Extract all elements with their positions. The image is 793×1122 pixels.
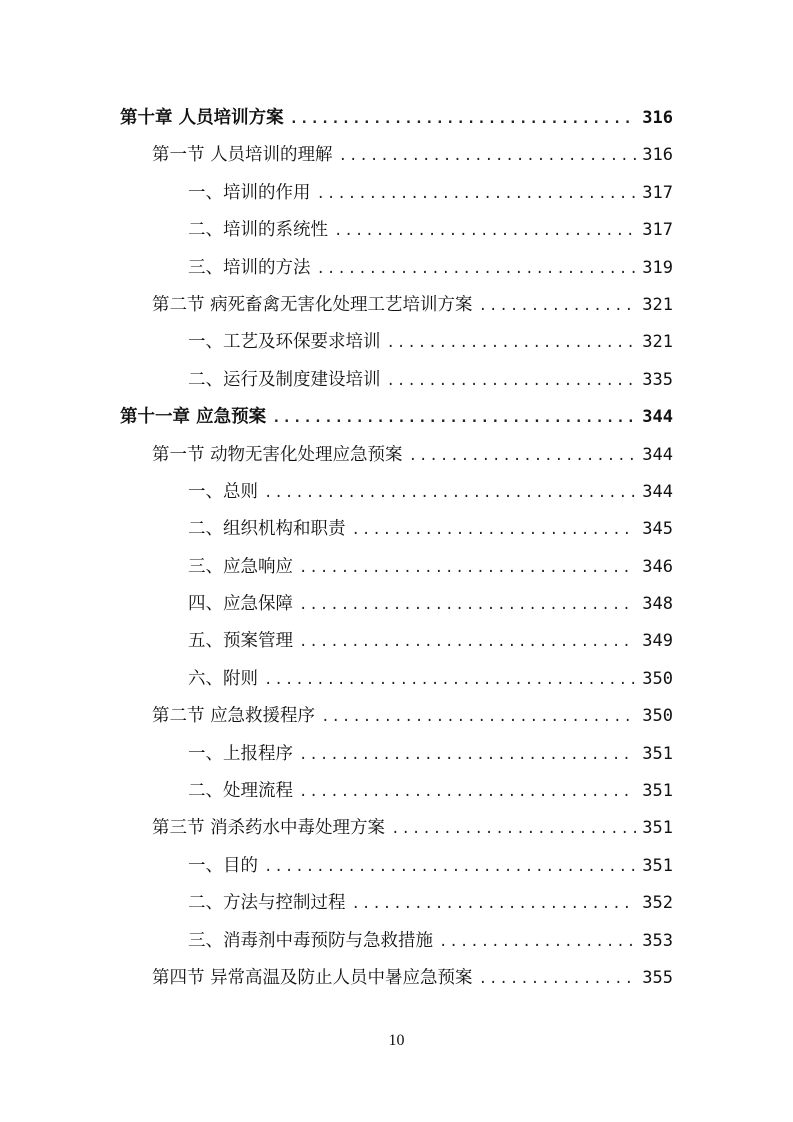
toc-section-entry[interactable]	[120, 810, 673, 847]
toc-dot-leader	[264, 662, 636, 698]
toc-subsection-entry[interactable]	[120, 885, 673, 922]
toc-dot-leader	[290, 101, 637, 137]
page-number: 10	[388, 1032, 405, 1049]
toc-entry-page: 351	[642, 743, 673, 764]
toc-dot-leader	[299, 737, 636, 773]
toc-dot-leader	[352, 886, 637, 922]
toc-entry-page: 321	[642, 294, 673, 315]
toc-entry-title: 一、培训的作用	[188, 182, 311, 203]
toc-section-entry[interactable]	[120, 698, 673, 735]
toc-entry-title: 第十一章 应急预案	[120, 407, 267, 428]
toc-entry-page: 344	[642, 481, 673, 502]
toc-section-entry[interactable]	[120, 287, 673, 324]
toc-subsection-entry[interactable]	[120, 923, 673, 960]
toc-entry-page: 353	[642, 930, 673, 951]
toc-subsection-entry[interactable]	[120, 250, 673, 287]
toc-chapter-entry[interactable]	[120, 100, 673, 137]
toc-subsection-entry[interactable]	[120, 773, 673, 810]
toc-entry-page: 349	[642, 631, 673, 652]
toc-dot-leader	[352, 512, 637, 548]
toc-entry-title: 二、运行及制度建设培训	[188, 369, 381, 390]
toc-entry-page: 319	[642, 257, 673, 278]
toc-entry-title: 第二节 应急救援程序	[152, 706, 316, 727]
toc-entry-page: 346	[642, 556, 673, 577]
toc-entry-title: 第四节 异常高温及防止人员中暑应急预案	[152, 967, 473, 988]
toc-dot-leader	[387, 363, 637, 399]
toc-dot-leader	[317, 176, 637, 212]
toc-entry-page: 321	[642, 332, 673, 353]
toc-entry-page: 344	[642, 407, 673, 428]
toc-entry-page: 355	[642, 967, 673, 988]
toc-subsection-entry[interactable]	[120, 623, 673, 660]
toc-entry-title: 一、上报程序	[188, 743, 293, 764]
toc-entry-title: 一、目的	[188, 855, 258, 876]
toc-dot-leader	[317, 251, 637, 287]
toc-subsection-entry[interactable]	[120, 474, 673, 511]
toc-subsection-entry[interactable]	[120, 324, 673, 361]
toc-dot-leader	[272, 400, 636, 436]
toc-entry-page: 317	[642, 220, 673, 241]
toc-subsection-entry[interactable]	[120, 362, 673, 399]
toc-entry-page: 316	[642, 108, 673, 128]
toc-entry-title: 三、应急响应	[188, 556, 293, 577]
toc-dot-leader	[299, 587, 636, 623]
toc-dot-leader	[264, 475, 636, 511]
toc-chapter-entry[interactable]	[120, 399, 673, 436]
toc-subsection-entry[interactable]	[120, 661, 673, 698]
toc-entry-title: 二、处理流程	[188, 781, 293, 802]
toc-dot-leader	[479, 288, 637, 324]
toc-entry-title: 六、附则	[188, 668, 258, 689]
toc-subsection-entry[interactable]	[120, 511, 673, 548]
toc-entry-title: 四、应急保障	[188, 594, 293, 615]
toc-dot-leader	[264, 849, 636, 885]
toc-entry-title: 第二节 病死畜禽无害化处理工艺培训方案	[152, 294, 473, 315]
toc-entry-page: 335	[642, 369, 673, 390]
toc-entry-page: 348	[642, 594, 673, 615]
toc-entry-page: 351	[642, 818, 673, 839]
toc-entry-title: 三、消毒剂中毒预防与急救措施	[188, 930, 433, 951]
toc-entry-page: 351	[642, 781, 673, 802]
toc-section-entry[interactable]	[120, 137, 673, 174]
toc-dot-leader	[387, 325, 637, 361]
toc-section-entry[interactable]	[120, 960, 673, 997]
toc-dot-leader	[479, 961, 637, 997]
toc-entry-title: 二、方法与控制过程	[188, 893, 346, 914]
toc-entry-title: 二、组织机构和职责	[188, 519, 346, 540]
toc-entry-page: 351	[642, 855, 673, 876]
toc-subsection-entry[interactable]	[120, 586, 673, 623]
toc-entry-title: 第一节 动物无害化处理应急预案	[152, 444, 403, 465]
toc-entry-title: 三、培训的方法	[188, 257, 311, 278]
toc-dot-leader	[339, 138, 637, 174]
toc-dot-leader	[409, 438, 637, 474]
toc-entry-title: 一、工艺及环保要求培训	[188, 332, 381, 353]
toc-entry-title: 第三节 消杀药水中毒处理方案	[152, 818, 386, 839]
toc-entry-page: 350	[642, 706, 673, 727]
table-of-contents	[120, 100, 673, 997]
toc-dot-leader	[391, 811, 636, 847]
toc-dot-leader	[321, 699, 636, 735]
toc-entry-page: 316	[642, 145, 673, 166]
toc-entry-page: 352	[642, 893, 673, 914]
toc-entry-page: 345	[642, 519, 673, 540]
toc-dot-leader	[439, 924, 636, 960]
toc-section-entry[interactable]	[120, 437, 673, 474]
toc-entry-page: 317	[642, 182, 673, 203]
toc-dot-leader	[299, 624, 636, 660]
toc-subsection-entry[interactable]	[120, 175, 673, 212]
toc-subsection-entry[interactable]	[120, 549, 673, 586]
toc-entry-page: 350	[642, 668, 673, 689]
toc-entry-title: 第一节 人员培训的理解	[152, 145, 333, 166]
toc-subsection-entry[interactable]	[120, 736, 673, 773]
toc-entry-title: 二、培训的系统性	[188, 220, 328, 241]
toc-subsection-entry[interactable]	[120, 212, 673, 249]
toc-dot-leader	[299, 774, 636, 810]
toc-dot-leader	[299, 550, 636, 586]
toc-dot-leader	[334, 213, 636, 249]
toc-entry-title: 第十章 人员培训方案	[120, 108, 284, 128]
toc-entry-title: 五、预案管理	[188, 631, 293, 652]
toc-entry-page: 344	[642, 444, 673, 465]
toc-entry-title: 一、总则	[188, 481, 258, 502]
toc-subsection-entry[interactable]	[120, 848, 673, 885]
